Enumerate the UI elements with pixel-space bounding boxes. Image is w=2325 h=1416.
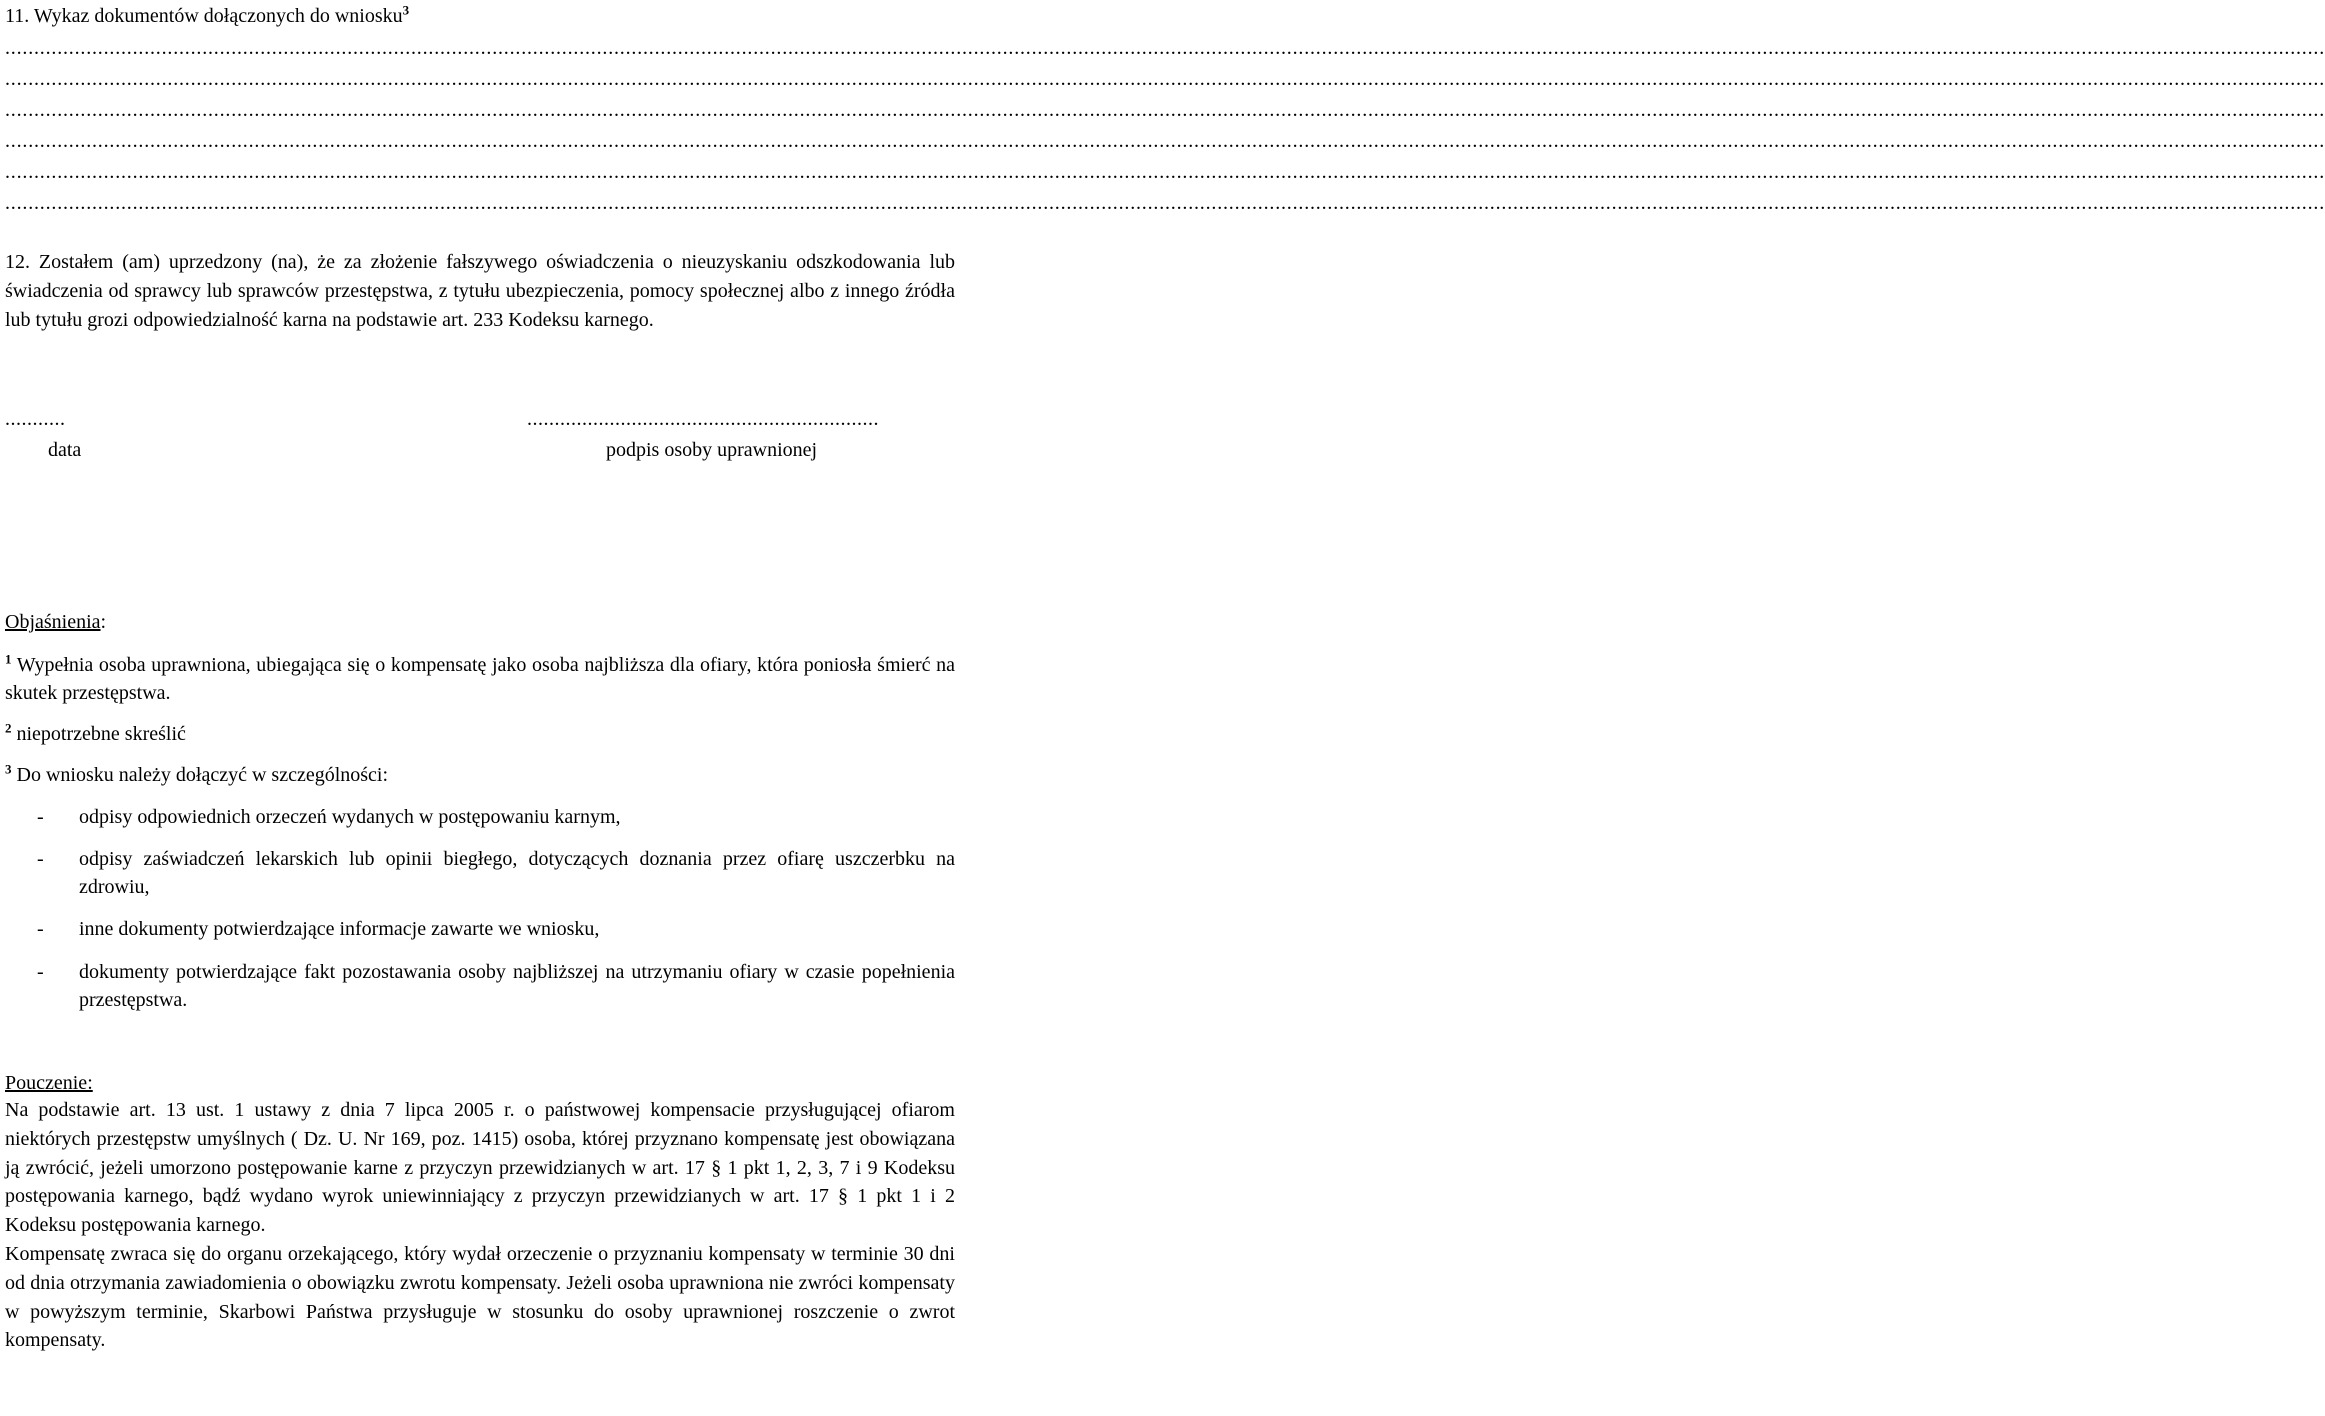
list-item-text: odpisy zaświadczeń lekarskich lub opinii biegłego, dotyczących doznania przez ofiarę uszczerbku na zdrowiu, [79, 848, 955, 898]
section-11-title [5, 3, 409, 29]
explanations-heading-colon: : [100, 611, 107, 633]
attachment-list-item [37, 958, 955, 1014]
list-dash: - [37, 848, 44, 870]
footnote-3 [5, 761, 955, 789]
footnote-2-text: niepotrzebne skreślić [16, 723, 186, 745]
dotted-line-1: ................................................................................................................................................................................................................................................................................................................................................................................................................ [5, 37, 2325, 59]
list-item-text: dokumenty potwierdzające fakt pozostawania osoby najbliższej na utrzymaniu ofiary w czasie popełnienia przestępstwa. [79, 961, 955, 1011]
instruction-paragraph-1: Na podstawie art. 13 ust. 1 ustawy z dnia 7 lipca 2005 r. o państwowej kompensacie przysługującej ofiarom niektórych przestępstw umyślnych ( Dz. U. Nr 169, poz. 1415) osoba, której przyznano kompensatę jest obowiązana ją zwrócić, jeżeli umorzono postępowanie karne z przyczyn przewidzianych w art. 17 § 1 pkt 1, 2, 3, 7 i 9 Kodeksu postępowania karnego, bądź wydano wyrok uniewinniający z przyczyn przewidzianych w art. 17 § 1 pkt 1 i 2 Kodeksu postępowania karnego. [5, 1099, 955, 1237]
section-11-title-text: 11. Wykaz dokumentów dołączonych do wniosku [5, 5, 403, 27]
instruction-heading [5, 1070, 93, 1096]
footnote-ref-3: 3 [402, 2, 410, 18]
footnote-2-marker: 2 [5, 720, 12, 736]
explanations-heading-text: Objaśnienia [5, 611, 101, 633]
dotted-line-5: ................................................................................................................................................................................................................................................................................................................................................................................................................ [5, 161, 2325, 183]
footnote-1 [5, 651, 955, 707]
attachment-list-item [37, 803, 955, 831]
dotted-line-6: ................................................................................................................................................................................................................................................................................................................................................................................................................ [5, 192, 2325, 214]
list-item-text: inne dokumenty potwierdzające informacje zawarte we wniosku, [79, 918, 600, 940]
signature-dotted-field: ................................................................ [527, 408, 879, 430]
dotted-line-2: ................................................................................................................................................................................................................................................................................................................................................................................................................ [5, 68, 2325, 90]
dotted-line-4: ................................................................................................................................................................................................................................................................................................................................................................................................................ [5, 130, 2325, 152]
footnote-3-text: Do wniosku należy dołączyć w szczególności: [16, 764, 389, 786]
date-label: data [48, 439, 82, 461]
explanations-heading [5, 609, 106, 635]
list-dash: - [37, 961, 44, 983]
attachment-list-item [37, 915, 955, 943]
list-dash: - [37, 918, 44, 940]
list-dash: - [37, 806, 44, 828]
footnote-2 [5, 720, 955, 748]
signature-label: podpis osoby uprawnionej [606, 439, 818, 461]
dotted-line-3: ................................................................................................................................................................................................................................................................................................................................................................................................................ [5, 99, 2325, 121]
instruction-heading-text: Pouczenie: [5, 1072, 93, 1094]
instruction-paragraph-2: Kompensatę zwraca się do organu orzekającego, który wydał orzeczenie o przyznaniu kompensaty w terminie 30 dni od dnia otrzymania zawiadomienia o obowiązku zwrotu kompensaty. Jeżeli osoba uprawniona nie zwróci kompensaty w powyższym terminie, Skarbowi Państwa przysługuje w stosunku do osoby uprawnionej roszczenie o zwrot kompensaty. [5, 1242, 955, 1352]
footnote-3-marker: 3 [5, 761, 12, 777]
list-item-text: odpisy odpowiednich orzeczeń wydanych w postępowaniu karnym, [79, 806, 621, 828]
instruction-body [5, 1096, 955, 1355]
date-dotted-field: ........... [5, 408, 66, 430]
section-12-statement: 12. Zostałem (am) uprzedzony (na), że za złożenie fałszywego oświadczenia o nieuzyskaniu odszkodowania lub świadczenia od sprawcy lub sprawców przestępstwa, z tytułu ubezpieczenia, pomocy społecznej albo z innego źródła lub tytułu grozi odpowiedzialność karna na podstawie art. 233 Kodeksu karnego. [5, 251, 955, 331]
footnote-1-marker: 1 [5, 651, 12, 667]
footnote-1-text: Wypełnia osoba uprawniona, ubiegająca się o kompensatę jako osoba najbliższa dla ofiary, która poniosła śmierć na skutek przestępstwa. [5, 654, 955, 704]
attachment-list-item [37, 845, 955, 901]
